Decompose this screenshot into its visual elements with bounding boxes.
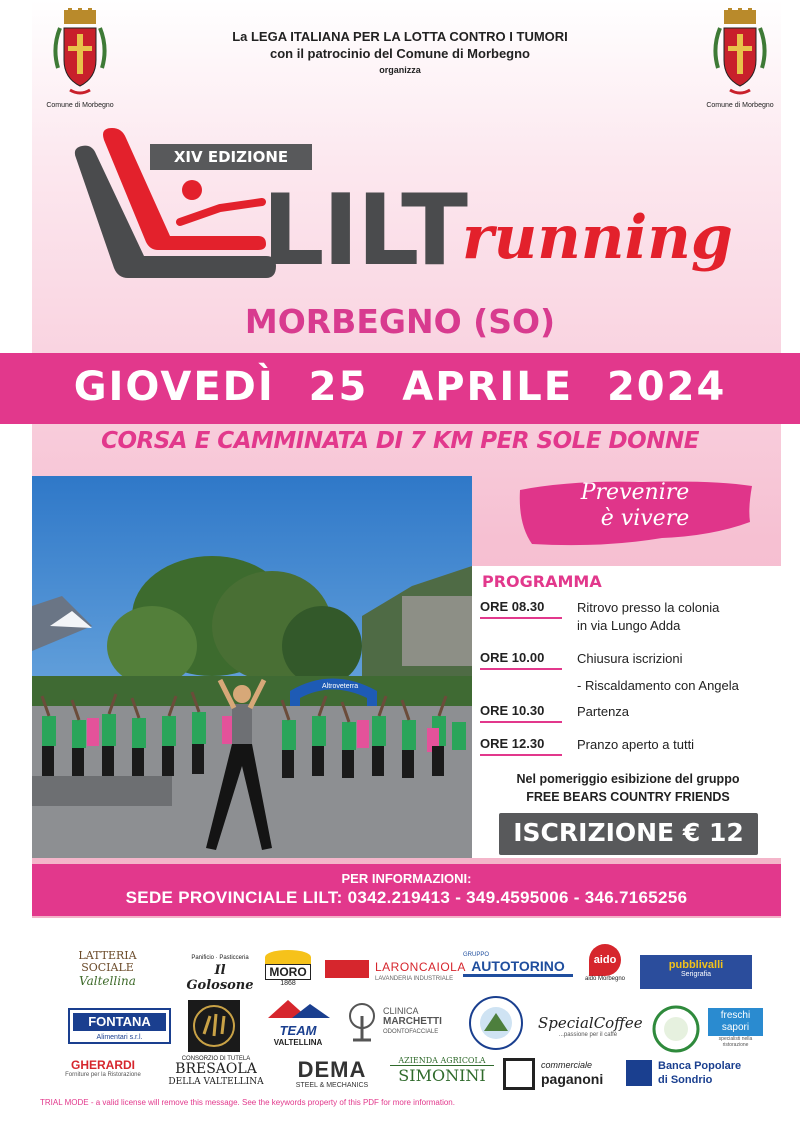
info-phone-numbers: SEDE PROVINCIALE LILT: 0342.219413 - 349.4595006 - 346.7165256 — [125, 888, 688, 907]
coat-of-arms-icon — [50, 8, 110, 100]
sponsor-text: Alimentari s.r.l. — [96, 1034, 143, 1041]
brand-lilt: LILT — [262, 174, 466, 288]
brand-running: running — [462, 203, 733, 273]
bear-claw-icon — [188, 1000, 240, 1052]
programme-desc-line: Ritrovo presso la colonia — [577, 600, 720, 615]
sponsor-bear-logo — [188, 1000, 240, 1052]
sponsor-text: DEMA — [297, 1057, 367, 1082]
programme-note-line: FREE BEARS COUNTRY FRIENDS — [526, 790, 730, 804]
moro-emblem-icon — [265, 950, 311, 964]
sponsor-banca-popolare — [626, 1058, 754, 1092]
sponsor-text: Panificio · Pasticceria — [191, 955, 249, 961]
sponsor-text: aido — [589, 944, 621, 976]
sponsor-team-valtellina — [258, 998, 338, 1048]
arch-banner-text: Altroveterra — [322, 683, 359, 690]
programme-desc-line: Chiusura iscrizioni — [577, 651, 683, 666]
sponsor-specialcoffee — [538, 1014, 643, 1050]
sponsor-text: freschi — [720, 1010, 751, 1021]
programme-note — [478, 770, 778, 806]
sponsor-text: SIMONINI — [390, 1065, 494, 1085]
sponsor-text: VALTELLINA — [273, 1038, 323, 1047]
sponsor-text: 1868 — [280, 980, 296, 987]
programme-time: ORE 08.30 — [480, 599, 562, 619]
sponsor-text: specialisti nella ristorazione — [718, 1036, 753, 1048]
sponsor-text: CONSORZIO DI TUTELA — [181, 1056, 251, 1062]
sponsor-fontana — [68, 1008, 171, 1044]
programme-desc — [577, 650, 777, 695]
sponsor-text: di Sondrio — [658, 1074, 713, 1086]
programme-desc-line: - Riscaldamento con Angela — [577, 678, 739, 693]
programme-desc-line: in via Lungo Adda — [577, 618, 681, 633]
crest-label: Comune di Morbegno — [46, 102, 114, 109]
sponsor-laroncaiola — [325, 956, 466, 990]
slogan-line: Prevenire — [580, 480, 690, 505]
programme-desc — [577, 736, 777, 754]
coat-of-arms-icon — [710, 8, 770, 100]
programme-desc — [577, 703, 777, 721]
organizes-line: organizza — [379, 65, 421, 75]
crest-right — [705, 8, 775, 109]
sponsor-round-badge-2 — [652, 1005, 700, 1053]
paganoni-logo-icon — [503, 1058, 535, 1090]
sponsor-text: commerciale — [541, 1060, 593, 1070]
sponsor-text: Valtellina — [79, 974, 136, 988]
programme-time: ORE 10.00 — [480, 650, 562, 670]
organizer-header — [160, 28, 640, 78]
sponsor-text: Banca Popolare — [658, 1060, 742, 1072]
sponsor-text: CLINICA — [383, 1006, 419, 1016]
programme-desc-line: Pranzo aperto a tutti — [577, 737, 695, 752]
sponsor-moro — [265, 950, 311, 996]
tree-icon — [345, 1002, 379, 1042]
sponsor-text: MARCHETTI — [383, 1016, 442, 1027]
sponsor-text: DELLA VALTELLINA — [168, 1077, 264, 1087]
sponsor-text: BRESAOLA — [175, 1061, 257, 1077]
sponsor-pubblivalli — [640, 955, 752, 989]
registration-fee: ISCRIZIONE € 12 — [513, 818, 744, 847]
sponsor-clinica-marchetti — [345, 1002, 455, 1046]
programme-time: ORE 12.30 — [480, 736, 562, 756]
sponsor-text: Il Golosone — [186, 963, 254, 993]
slogan — [512, 480, 758, 532]
edition-badge: XIV EDIZIONE — [150, 144, 312, 170]
sponsor-text: aido Morbegno — [584, 976, 626, 982]
sponsor-text: TEAM — [279, 1023, 317, 1038]
patronage-line: con il patrocinio del Comune di Morbegno — [270, 46, 530, 61]
organizer-line: La LEGA ITALIANA PER LA LOTTA CONTRO I TUMORI — [232, 29, 568, 44]
bank-logo-icon — [626, 1060, 652, 1086]
event-date: GIOVEDÌ 25 APRILE 2024 — [73, 364, 727, 410]
laroncaiola-wave-icon — [325, 960, 369, 978]
sponsor-freschi-sapori — [708, 1008, 763, 1056]
programme-note-line: Nel pomeriggio esibizione del gruppo — [516, 772, 740, 786]
sponsor-text: AUTOTORINO — [463, 958, 573, 977]
sponsor-text: Forniture per la Ristorazione — [65, 1072, 141, 1078]
sponsor-text: ODONTOFACCIALE — [383, 1029, 439, 1035]
crest-left — [45, 8, 115, 109]
round-badge-icon — [652, 1005, 700, 1053]
round-badge-icon — [468, 995, 524, 1051]
sponsor-dema — [282, 1058, 382, 1092]
sponsor-text: paganoni — [541, 1071, 604, 1087]
sponsor-simonini — [390, 1056, 494, 1094]
sponsor-gherardi — [62, 1058, 144, 1094]
event-photo — [32, 476, 472, 858]
sponsor-text: STEEL & MECHANICS — [295, 1082, 369, 1089]
event-city: MORBEGNO (SO) — [244, 302, 556, 341]
sponsor-text: ...passione per il caffè — [558, 1032, 618, 1038]
sponsor-text: GHERARDI — [70, 1058, 135, 1072]
sponsor-text: Serigrafia — [681, 971, 711, 978]
sponsor-text: LAVANDERIA INDUSTRIALE — [375, 976, 454, 982]
sponsor-text: LARONCAIOLA — [375, 960, 466, 974]
sponsor-text: SOCIALE — [81, 961, 134, 974]
sponsor-latteria — [55, 950, 160, 996]
programme-title: PROGRAMMA — [482, 572, 602, 591]
trial-mode-notice: TRIAL MODE - a valid license will remove this message. See the keywords property of this PDF for more information. — [40, 1098, 455, 1107]
sponsor-aido — [580, 944, 630, 994]
sponsor-round-badge — [468, 995, 524, 1051]
sponsor-paganoni — [503, 1058, 615, 1092]
sponsor-text: pubblivalli — [668, 959, 724, 971]
sponsor-text: GRUPPO — [463, 952, 490, 958]
info-title: PER INFORMAZIONI: — [341, 871, 472, 886]
slogan-line: è vivere — [600, 506, 690, 531]
sponsor-bresaola — [160, 1056, 272, 1094]
sponsor-text: LATTERIA — [78, 949, 137, 962]
sponsor-text: SpecialCoffee — [538, 1014, 643, 1032]
sponsor-text: AZIENDA AGRICOLA — [398, 1056, 486, 1065]
crest-label: Comune di Morbegno — [706, 102, 774, 109]
programme-desc — [577, 599, 777, 635]
programme-time: ORE 10.30 — [480, 703, 562, 723]
mountain-icon — [258, 998, 338, 1018]
sponsor-autotorino — [463, 952, 573, 992]
sponsor-text: sapori — [721, 1022, 750, 1033]
sponsor-text: MORO — [265, 964, 311, 980]
sponsor-text: FONTANA — [73, 1013, 166, 1031]
event-subtitle: CORSA E CAMMINATA DI 7 KM PER SOLE DONNE — [101, 428, 699, 454]
sponsor-golosone — [180, 954, 260, 994]
programme-desc-line: Partenza — [577, 704, 630, 719]
